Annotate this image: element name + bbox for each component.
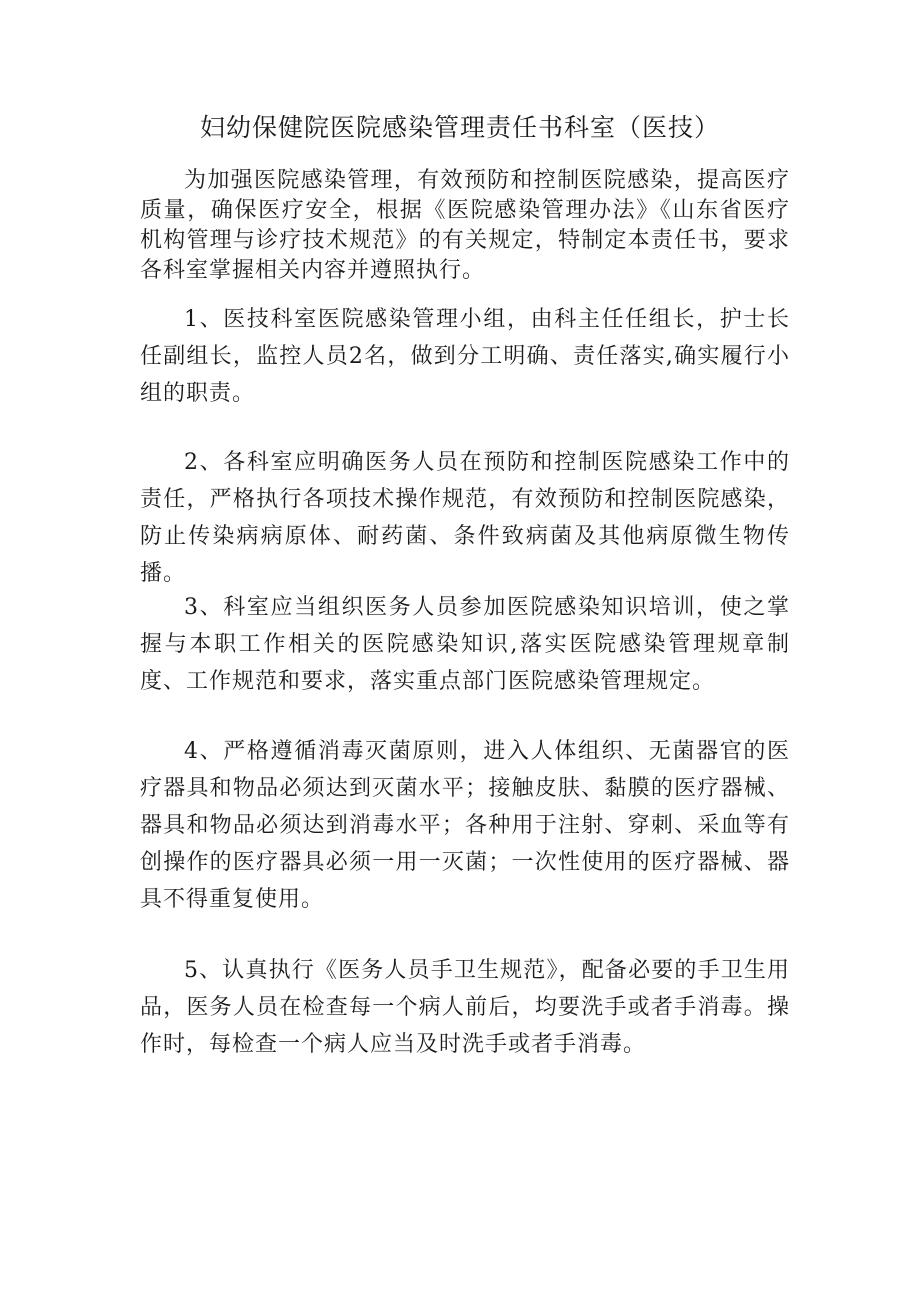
intro-paragraph: 为加强医院感染管理，有效预防和控制医院感染，提高医疗质量，确保医疗安全，根据《医院感染管理办法》《山东省医疗机构管理与诊疗技术规范》的有关规定，特制定本责任书，要求各科室掌握相关内容并遵照执行。 — [140, 168, 790, 283]
document-title: 妇幼保健院医院感染管理责任书科室（医技） — [199, 113, 720, 142]
clause-2: 2、各科室应明确医务人员在预防和控制医院感染工作中的责任，严格执行各项技术操作规范，有效预防和控制医院感染，防止传染病病原体、耐药菌、条件致病菌及其他病原微生物传播。 — [140, 450, 790, 586]
clause-4: 4、严格遵循消毒灭菌原则，进入人体组织、无菌器官的医疗器具和物品必须达到灭菌水平；接触皮肤、黏膜的医疗器械、器具和物品必须达到消毒水平；各种用于注射、穿刺、采血等有创操作的医疗器具必须一用一灭菌；一次性使用的医疗器械、器具不得重复使用。 — [140, 739, 790, 912]
clause-1: 1、医技科室医院感染管理小组，由科主任任组长，护士长任副组长，监控人员2名，做到分工明确、责任落实,确实履行小组的职责。 — [140, 307, 790, 406]
clause-3: 3、科室应当组织医务人员参加医院感染知识培训，使之掌握与本职工作相关的医院感染知识,落实医院感染管理规章制度、工作规范和要求，落实重点部门医院感染管理规定。 — [140, 595, 790, 694]
clause-5: 5、认真执行《医务人员手卫生规范》，配备必要的手卫生用品，医务人员在检查每一个病人前后，均要洗手或者手消毒。操作时，每检查一个病人应当及时洗手或者手消毒。 — [140, 958, 790, 1057]
